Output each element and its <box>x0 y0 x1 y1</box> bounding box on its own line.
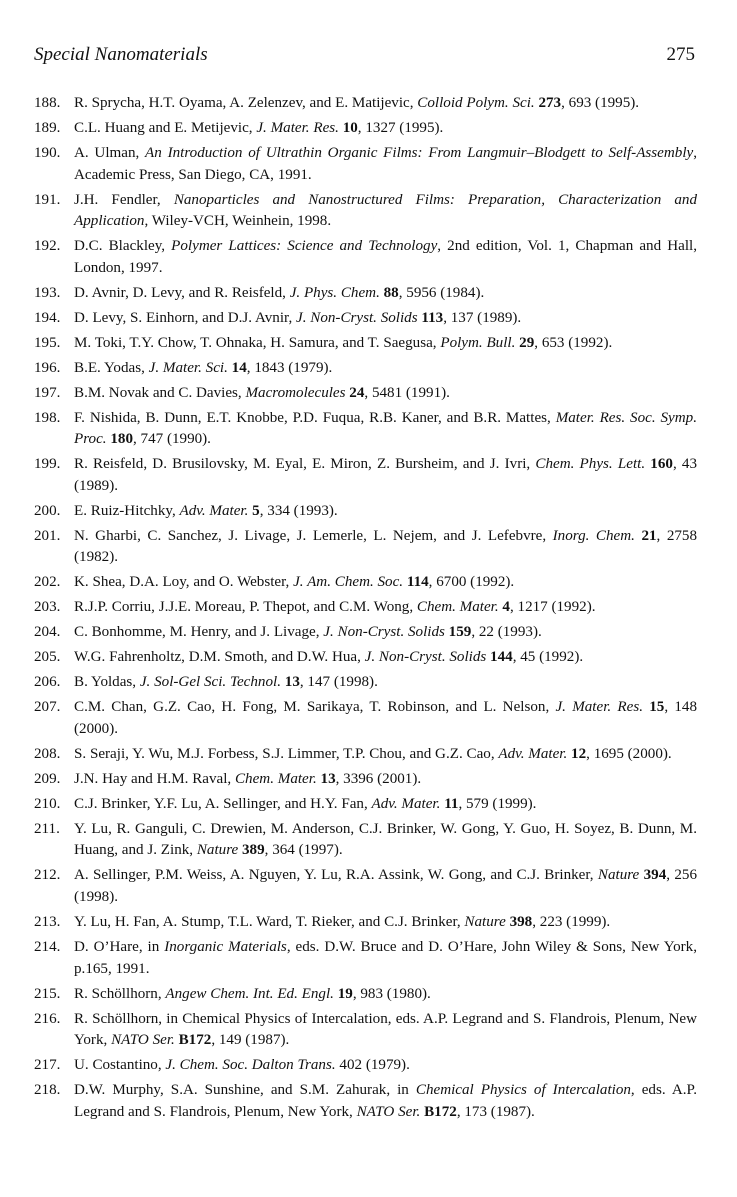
citation-text: , 2758 (1982). <box>74 527 698 566</box>
citation-text: , 149 (1987). <box>211 1032 290 1049</box>
citation-text: S. Seraji, Y. Wu, M.J. Forbess, S.J. Limmer, T.P. Chou, and G.Z. Cao, <box>74 745 499 762</box>
reference-item <box>34 383 697 405</box>
citation-volume: 21 <box>641 527 657 544</box>
citation-title: Nanoparticles and Nanostructured Films: Preparation, Characterization and Application <box>74 191 697 230</box>
citation-text: , 223 (1999). <box>532 913 611 930</box>
reference-number: 218. <box>34 1082 61 1099</box>
reference-text <box>74 1009 697 1052</box>
citation-text: , Academic Press, San Diego, CA, 1991. <box>74 144 697 183</box>
reference-number: 197. <box>34 384 61 401</box>
reference-text <box>74 912 697 934</box>
citation-volume: 394 <box>643 867 667 884</box>
reference-number: 207. <box>34 699 61 716</box>
reference-item <box>34 984 697 1006</box>
reference-item <box>34 358 697 380</box>
reference-item <box>34 236 697 279</box>
citation-title: J. Mater. Res. <box>256 119 339 136</box>
citation-title: Nature <box>196 842 239 859</box>
citation-volume: 14 <box>231 359 247 376</box>
citation-text: J.N. Hay and H.M. Raval, <box>74 770 235 787</box>
citation-text: , 5481 (1991). <box>364 384 450 401</box>
citation-volume: 15 <box>649 699 665 716</box>
citation-text: D. O’Hare, in <box>74 938 165 955</box>
reference-text <box>74 1055 697 1077</box>
reference-number: 199. <box>34 456 61 473</box>
citation-text: , 43 (1989). <box>74 456 697 494</box>
reference-text <box>74 283 697 305</box>
citation-volume: 13 <box>320 770 336 787</box>
citation-title: Adv. Mater. <box>498 745 568 762</box>
citation-volume: 10 <box>342 119 358 136</box>
citation-title: J. Mater. Sci. <box>148 359 228 376</box>
citation-title: J. Chem. Soc. Dalton Trans. <box>165 1057 336 1074</box>
reference-item <box>34 454 697 497</box>
citation-text: , Wiley-VCH, Weinhein, 1998. <box>144 213 332 230</box>
citation-text: , 256 (1998). <box>74 867 697 905</box>
reference-item <box>34 118 697 140</box>
reference-text <box>74 697 697 740</box>
citation-volume: 13 <box>284 674 300 691</box>
citation-text: D. Avnir, D. Levy, and R. Reisfeld, <box>74 284 290 301</box>
citation-title: Colloid Polym. Sci. <box>417 95 535 111</box>
citation-title: J. Sol-Gel Sci. Technol. <box>139 674 281 691</box>
citation-text: D.C. Blackley, <box>74 238 172 255</box>
citation-title: Chem. Mater. <box>234 770 317 787</box>
citation-title: J. Phys. Chem. <box>289 284 380 301</box>
reference-number: 188. <box>34 95 61 111</box>
citation-volume: 5 <box>252 502 260 519</box>
reference-number: 213. <box>34 913 61 930</box>
reference-text <box>74 358 697 380</box>
reference-number: 202. <box>34 574 61 591</box>
citation-text: R. Schöllhorn, <box>74 985 166 1002</box>
reference-item <box>34 526 697 569</box>
reference-number: 194. <box>34 309 61 326</box>
reference-number: 211. <box>34 820 60 837</box>
reference-item <box>34 769 697 791</box>
citation-text: , 45 (1992). <box>512 649 584 666</box>
citation-text: , 579 (1999). <box>458 795 537 812</box>
page-number: 275 <box>666 44 695 65</box>
citation-volume: 273 <box>538 95 562 111</box>
reference-item <box>34 647 697 669</box>
reference-text <box>74 454 697 497</box>
citation-text: , 983 (1980). <box>352 985 431 1002</box>
citation-title: Inorganic Materials <box>164 938 287 955</box>
reference-number: 206. <box>34 674 61 691</box>
citation-text: , 1843 (1979). <box>246 359 333 376</box>
reference-item <box>34 937 697 980</box>
citation-volume: 398 <box>509 913 533 930</box>
citation-text: R. Reisfeld, D. Brusilovsky, M. Eyal, E. Miron, Z. Bursheim, and J. Ivri, <box>74 456 536 473</box>
citation-volume: 144 <box>490 649 513 666</box>
citation-text: , 1217 (1992). <box>509 599 596 616</box>
citation-text: B.E. Yodas, <box>74 359 149 376</box>
reference-number: 209. <box>34 770 61 787</box>
citation-text: , 5956 (1984). <box>398 284 485 301</box>
reference-text <box>74 526 697 569</box>
citation-title: An Introduction of Ultrathin Organic Films: From Langmuir–Blodgett to Self-Assembly <box>145 144 694 161</box>
reference-text <box>74 622 697 644</box>
citation-text: R.J.P. Corriu, J.J.E. Moreau, P. Thepot, and C.M. Wong, <box>74 599 417 616</box>
reference-text <box>74 937 697 980</box>
reference-text <box>74 383 697 405</box>
reference-item <box>34 501 697 523</box>
citation-volume: 29 <box>519 334 535 351</box>
reference-item <box>34 283 697 305</box>
citation-volume: 180 <box>110 431 133 448</box>
reference-item <box>34 308 697 330</box>
citation-text: B.M. Novak and C. Davies, <box>74 384 246 401</box>
citation-title: Macromolecules <box>245 384 346 401</box>
citation-title: Chem. Phys. Lett. <box>535 456 646 473</box>
reference-text <box>74 769 697 791</box>
citation-volume: 389 <box>242 842 265 859</box>
reference-text <box>74 819 697 862</box>
reference-number: 203. <box>34 599 61 616</box>
reference-number: 189. <box>34 119 61 136</box>
citation-volume: 11 <box>444 795 459 812</box>
citation-title: J. Non-Cryst. Solids <box>364 649 487 666</box>
citation-text: , 334 (1993). <box>259 502 338 519</box>
reference-text <box>74 794 697 816</box>
reference-text <box>74 597 697 619</box>
citation-volume: 114 <box>406 574 429 591</box>
reference-item <box>34 143 697 186</box>
reference-item <box>34 572 697 594</box>
citation-volume: 19 <box>337 985 353 1002</box>
citation-title: Mater. Res. Soc. Symp. Proc. <box>74 409 697 448</box>
reference-text <box>74 984 697 1006</box>
citation-title: NATO Ser. <box>356 1103 421 1120</box>
citation-title: Adv. Mater. <box>179 502 249 519</box>
reference-item <box>34 190 697 233</box>
citation-text: R. Schöllhorn, in Chemical Physics of Intercalation, eds. A.P. Legrand and S. Flandrois, Plenum, New York, <box>74 1010 697 1049</box>
citation-text: , eds. D.W. Bruce and D. O’Hare, John Wiley & Sons, New York, p.165, 1991. <box>74 938 698 977</box>
reference-text <box>74 190 697 233</box>
citation-text: R. Sprycha, H.T. Oyama, A. Zelenzev, and E. Matijevic, <box>74 95 418 111</box>
reference-number: 210. <box>34 795 61 812</box>
citation-title: J. Mater. Res. <box>555 699 643 716</box>
reference-item <box>34 744 697 766</box>
citation-text: , 2nd edition, Vol. 1, Chapman and Hall, London, 1997. <box>74 238 697 276</box>
citation-text: C.M. Chan, G.Z. Cao, H. Fong, M. Sarikaya, T. Robinson, and L. Nelson, <box>74 699 556 716</box>
reference-item <box>34 794 697 816</box>
citation-text: , 747 (1990). <box>132 431 211 448</box>
citation-text: , 173 (1987). <box>456 1103 535 1120</box>
reference-number: 214. <box>34 938 61 955</box>
reference-number: 205. <box>34 649 61 666</box>
reference-number: 195. <box>34 334 61 351</box>
reference-number: 192. <box>34 238 61 255</box>
citation-title: Adv. Mater. <box>371 795 441 812</box>
reference-item <box>34 865 697 908</box>
citation-text: , 22 (1993). <box>471 624 542 641</box>
citation-text: A. Ulman, <box>74 144 146 161</box>
citation-text: , 364 (1997). <box>264 842 343 859</box>
citation-title: NATO Ser. <box>111 1032 175 1049</box>
reference-number: 217. <box>34 1057 61 1074</box>
citation-text: 402 (1979). <box>335 1057 410 1074</box>
citation-volume: 24 <box>349 384 365 401</box>
citation-volume: 113 <box>421 309 444 326</box>
citation-text: C. Bonhomme, M. Henry, and J. Livage, <box>74 624 324 641</box>
citation-volume: 88 <box>383 284 399 301</box>
citation-text: , 147 (1998). <box>299 674 378 691</box>
reference-text <box>74 672 697 694</box>
reference-item <box>34 819 697 862</box>
citation-volume: B172 <box>424 1103 457 1120</box>
citation-title: J. Am. Chem. Soc. <box>293 574 404 591</box>
citation-text: M. Toki, T.Y. Chow, T. Ohnaka, H. Samura, and T. Saegusa, <box>74 334 441 351</box>
citation-title: Nature <box>597 867 640 884</box>
running-head <box>34 44 695 66</box>
citation-text: N. Gharbi, C. Sanchez, J. Livage, J. Lemerle, L. Nejem, and J. Lefebvre, <box>74 527 553 544</box>
citation-title: Polymer Lattices: Science and Technology <box>171 238 438 255</box>
citation-text: Y. Lu, H. Fan, A. Stump, T.L. Ward, T. Rieker, and C.J. Brinker, <box>74 913 465 930</box>
citation-title: Chemical Physics of Intercalation <box>415 1082 631 1099</box>
reference-text <box>74 93 697 115</box>
reference-number: 190. <box>34 144 61 161</box>
reference-text <box>74 118 697 140</box>
reference-number: 212. <box>34 867 61 884</box>
citation-text: , eds. A.P. Legrand and S. Flandrois, Plenum, New York, <box>74 1082 697 1120</box>
citation-text: C.L. Huang and E. Metijevic, <box>74 119 257 136</box>
citation-volume: 160 <box>650 456 673 473</box>
citation-text: B. Yoldas, <box>74 674 140 691</box>
reference-number: 216. <box>34 1010 61 1027</box>
citation-title: Polym. Bull. <box>440 334 516 351</box>
reference-number: 215. <box>34 985 61 1002</box>
reference-text <box>74 408 697 451</box>
citation-text: , 3396 (2001). <box>335 770 422 787</box>
citation-text: F. Nishida, B. Dunn, E.T. Knobbe, P.D. Fuqua, R.B. Kaner, and B.R. Mattes, <box>74 409 556 426</box>
citation-text: Y. Lu, R. Ganguli, C. Drewien, M. Anderson, C.J. Brinker, W. Gong, Y. Guo, H. Soyez, B. Dunn, M. Huang, and J. Zink, <box>74 820 697 859</box>
reference-item <box>34 1055 697 1077</box>
citation-volume: 159 <box>448 624 472 641</box>
reference-list <box>34 93 697 1127</box>
reference-number: 208. <box>34 745 61 762</box>
reference-number: 204. <box>34 624 61 641</box>
reference-number: 196. <box>34 359 61 376</box>
reference-text <box>74 865 697 908</box>
citation-text: , 137 (1989). <box>443 309 522 326</box>
book-title: Special Nanomaterials <box>34 44 208 65</box>
reference-text <box>74 647 697 669</box>
citation-text: , 653 (1992). <box>534 334 613 351</box>
citation-title: Inorg. Chem. <box>552 527 635 544</box>
reference-item <box>34 672 697 694</box>
citation-text: , 693 (1995). <box>561 95 640 111</box>
citation-text: , 6700 (1992). <box>428 574 515 591</box>
citation-text: U. Costantino, <box>74 1057 166 1074</box>
reference-text <box>74 572 697 594</box>
citation-text: D. Levy, S. Einhorn, and D.J. Avnir, <box>74 309 297 326</box>
citation-text: K. Shea, D.A. Loy, and O. Webster, <box>74 574 294 591</box>
reference-item <box>34 912 697 934</box>
citation-title: Angew Chem. Int. Ed. Engl. <box>165 985 334 1002</box>
citation-text: D.W. Murphy, S.A. Sunshine, and S.M. Zahurak, in <box>74 1082 416 1099</box>
reference-number: 193. <box>34 284 61 301</box>
citation-text: , 148 (2000). <box>74 699 698 737</box>
reference-item <box>34 93 697 115</box>
citation-text: J.H. Fendler, <box>74 191 174 208</box>
citation-volume: 12 <box>571 745 587 762</box>
reference-text <box>74 143 697 186</box>
reference-number: 200. <box>34 502 61 519</box>
reference-item <box>34 597 697 619</box>
citation-title: Chem. Mater. <box>416 599 499 616</box>
reference-text <box>74 501 697 523</box>
citation-title: J. Non-Cryst. Solids <box>323 624 445 641</box>
reference-number: 191. <box>34 191 61 208</box>
reference-item <box>34 333 697 355</box>
citation-title: J. Non-Cryst. Solids <box>296 309 418 326</box>
reference-number: 198. <box>34 409 61 426</box>
citation-text: A. Sellinger, P.M. Weiss, A. Nguyen, Y. Lu, R.A. Assink, W. Gong, and C.J. Brinker, <box>74 867 598 884</box>
citation-volume: B172 <box>178 1032 212 1049</box>
reference-item <box>34 697 697 740</box>
reference-text <box>74 1080 697 1123</box>
citation-text: , 1327 (1995). <box>357 119 444 136</box>
citation-text: C.J. Brinker, Y.F. Lu, A. Sellinger, and H.Y. Fan, <box>74 795 372 812</box>
reference-item <box>34 408 697 451</box>
reference-number: 201. <box>34 527 61 544</box>
reference-text <box>74 236 697 279</box>
citation-text: W.G. Fahrenholtz, D.M. Smoth, and D.W. Hua, <box>74 649 365 666</box>
reference-item <box>34 622 697 644</box>
citation-volume: 4 <box>502 599 510 616</box>
citation-text: , 1695 (2000). <box>586 745 672 762</box>
reference-text <box>74 744 697 766</box>
reference-text <box>74 333 697 355</box>
reference-text <box>74 308 697 330</box>
reference-item <box>34 1009 697 1052</box>
reference-item <box>34 1080 697 1123</box>
citation-text: E. Ruiz-Hitchky, <box>74 502 180 519</box>
citation-title: Nature <box>464 913 506 930</box>
